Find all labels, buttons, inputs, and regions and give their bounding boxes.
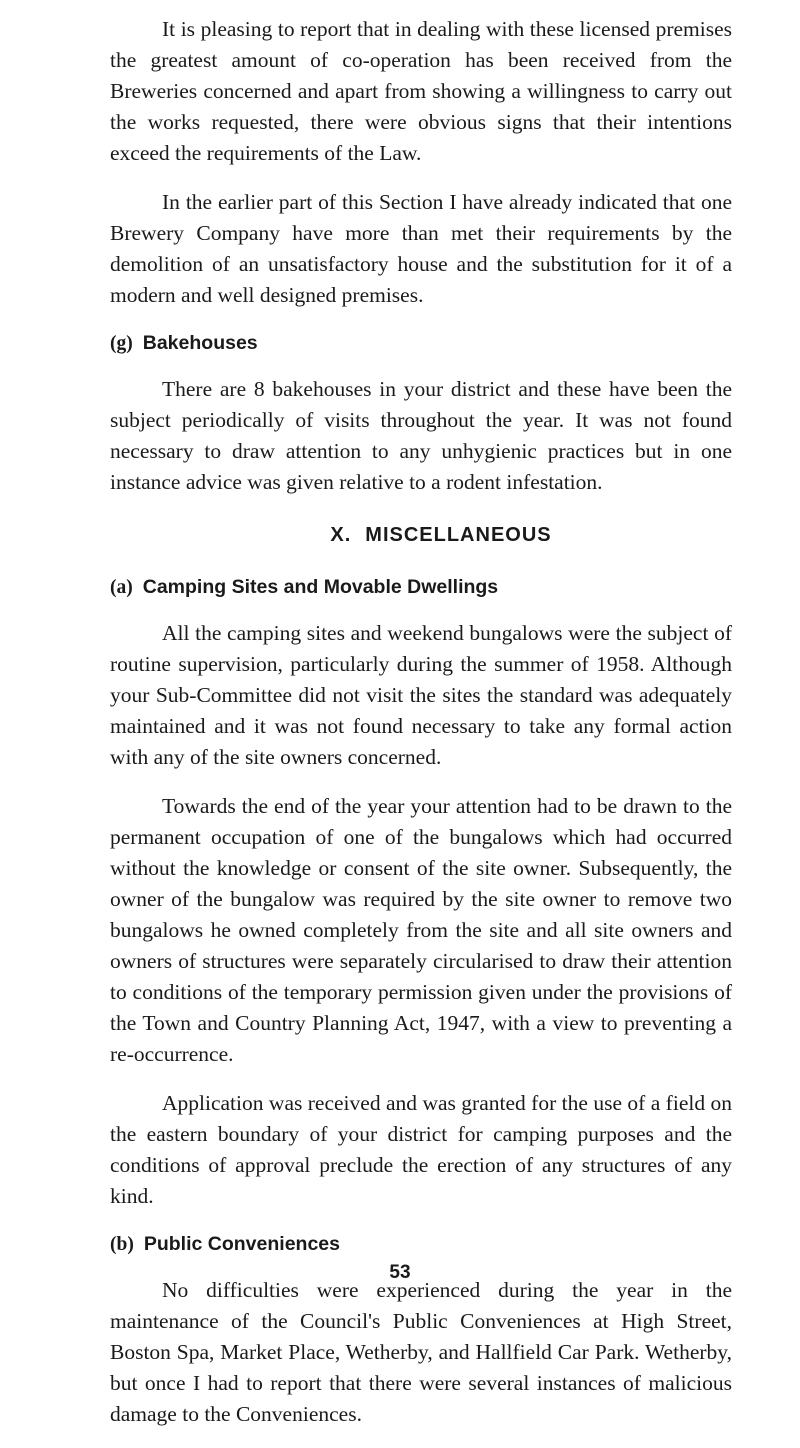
section-a-letter: (a): [110, 577, 133, 598]
section-a-paragraph-3: Application was received and was granted for the use of a field on the eastern boundary of your district for camping purposes and the conditions of approval preclude the erection of any structures of any kind.: [110, 1091, 732, 1208]
section-g-title: Bakehouses: [142, 332, 258, 354]
section-x-number: X.: [330, 524, 352, 546]
section-b-paragraph: No difficulties were experienced during the year in the maintenance of the Council's Public Conveniences at High Street, Boston Spa, Market Place, Wetherby, and Hallfield Car Park. Wetherby, but once I had to report that there were several instances of malicious damage to the Conveniences.: [110, 1278, 732, 1426]
section-g-letter: (g): [110, 333, 133, 354]
page-number: 53: [389, 1262, 411, 1283]
section-a-title: Camping Sites and Movable Dwellings: [142, 576, 499, 598]
section-b-title: Public Conveniences: [143, 1233, 340, 1255]
section-g-heading: [110, 329, 732, 358]
section-x-heading: [110, 524, 732, 547]
section-g-paragraph: There are 8 bakehouses in your district and these have been the subject periodically of visits throughout the year. It was not found necessary to draw attention to any unhygienic practices but in one instance advice was given relative to a rodent infestation.: [110, 377, 732, 494]
section-a-paragraph-2: Towards the end of the year your attention had to be drawn to the permanent occupation of one of the bungalows which had occurred without the knowledge or consent of the site owner. Subsequently, the owner of the bungalow was required by the site owner to remove two bungalows he owned completely from the site and all site owners and owners of structures were separately circularised to draw their attention to conditions of the temporary permission given under the provisions of the Town and Country Planning Act, 1947, with a view to preventing a re-occurrence.: [110, 794, 732, 1066]
intro-paragraph-2: In the earlier part of this Section I have already indicated that one Brewery Company have more than met their requirements by the demolition of an unsatisfactory house and the substitution for it of a modern and well designed premises.: [110, 190, 732, 307]
intro-paragraph-1: It is pleasing to report that in dealing with these licensed premises the greatest amount of co-operation has been received from the Breweries concerned and apart from showing a willingness to carry out the works requested, there were obvious signs that their intentions exceed the requirements of the Law.: [110, 17, 732, 165]
document-page: [110, 14, 732, 1448]
section-b-heading: [110, 1230, 732, 1259]
section-a-heading: [110, 573, 732, 602]
section-x-title: MISCELLANEOUS: [365, 524, 552, 546]
section-a-paragraph-1: All the camping sites and weekend bungalows were the subject of routine supervision, particularly during the summer of 1958. Although your Sub-Committee did not visit the sites the standard was adequately maintained and it was not found necessary to take any formal action with any of the site owners concerned.: [110, 621, 732, 769]
section-b-letter: (b): [110, 1234, 134, 1255]
